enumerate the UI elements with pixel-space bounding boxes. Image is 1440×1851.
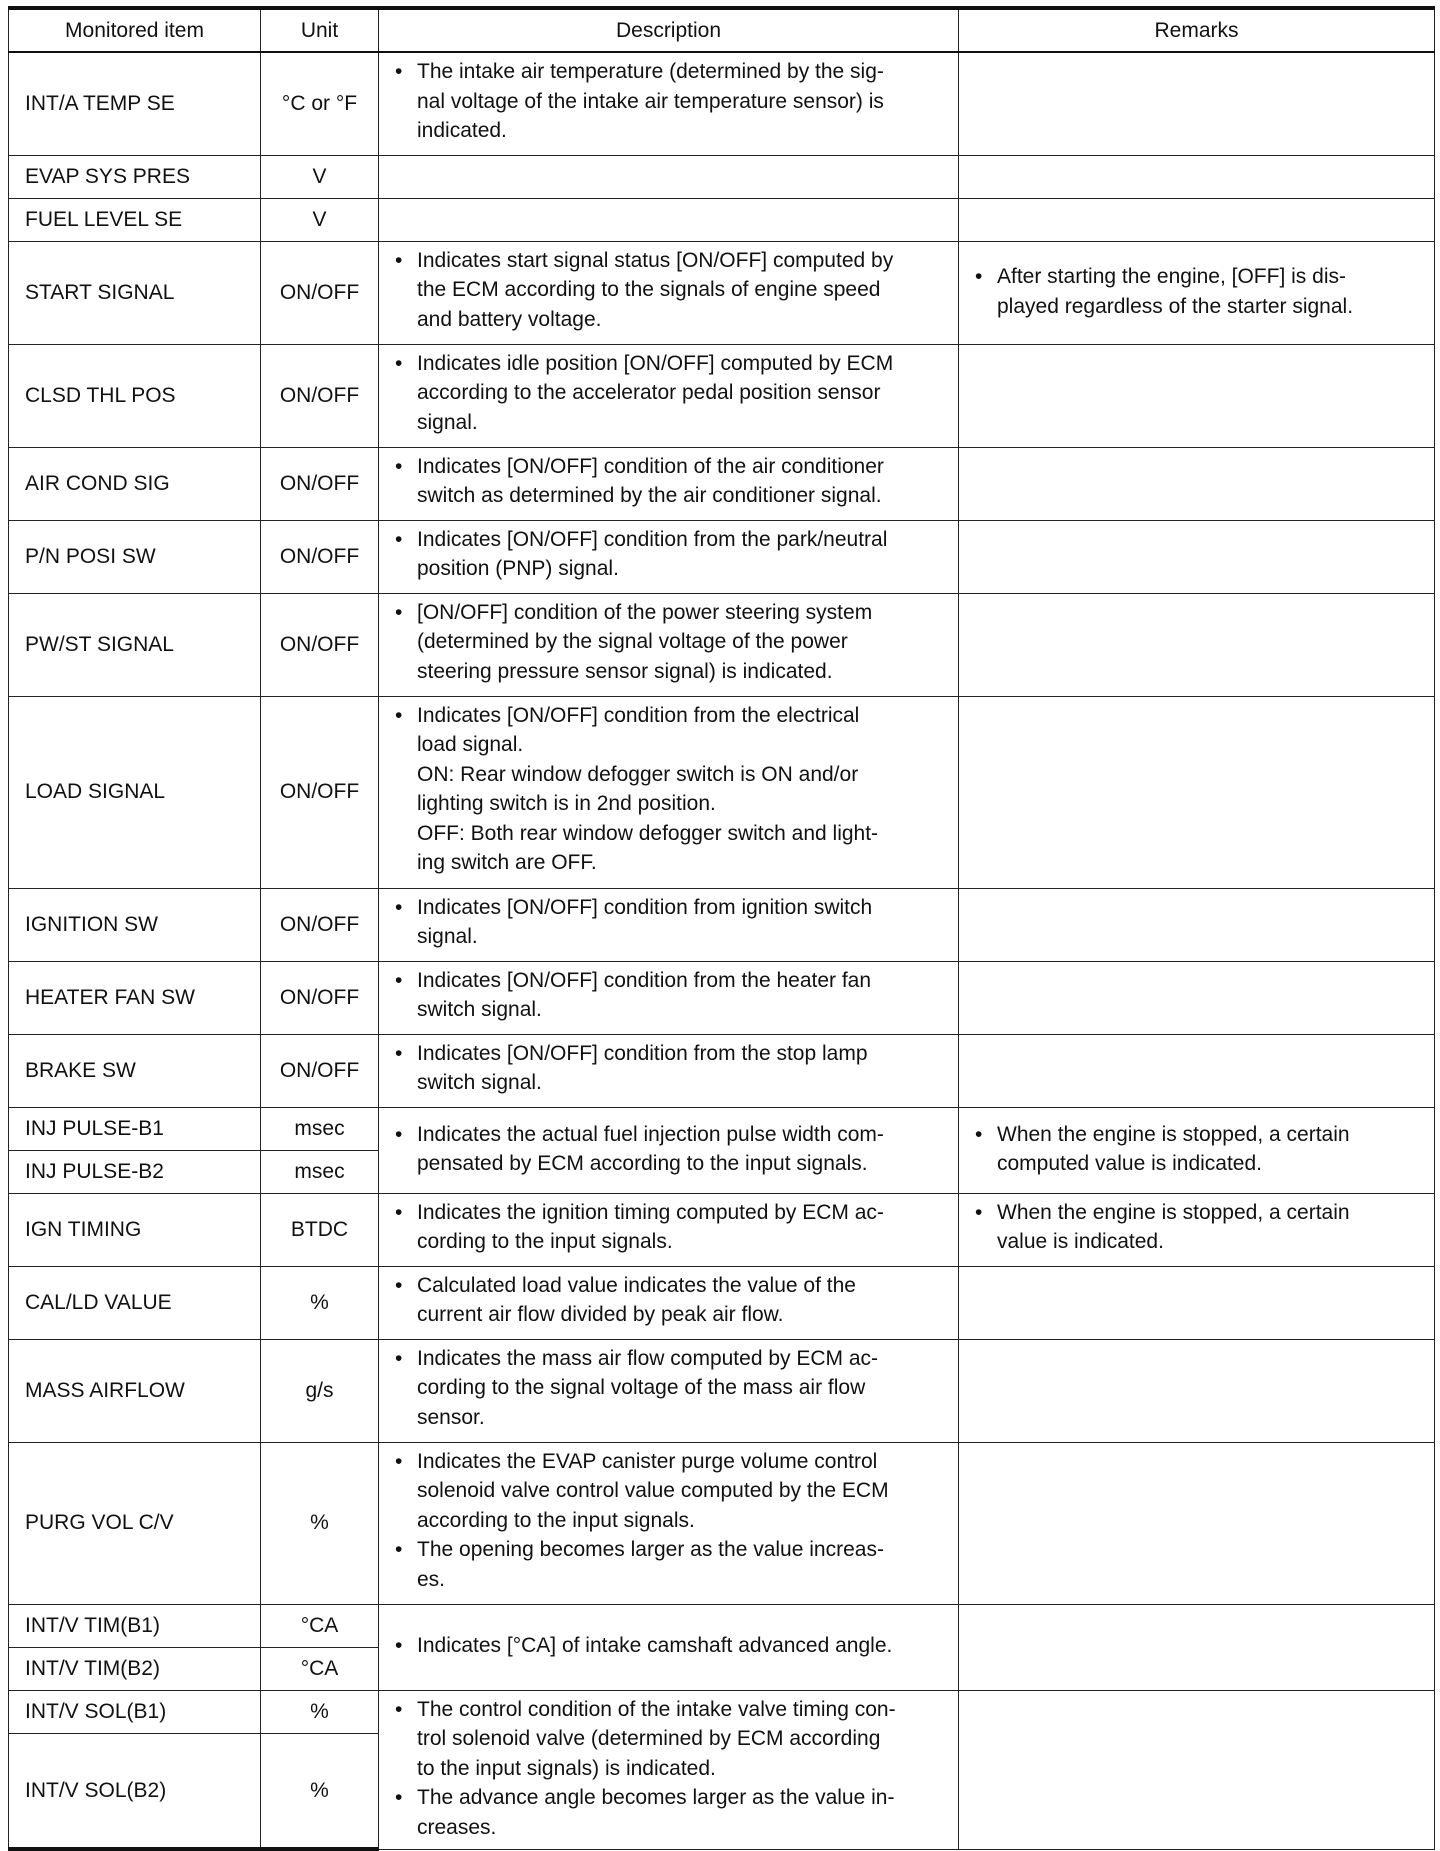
monitored-item: HEATER FAN SW [9,961,261,1034]
unit: % [261,1266,379,1339]
remarks [959,1034,1435,1107]
description [379,888,959,961]
remarks [959,520,1435,593]
remarks [959,1604,1435,1690]
unit: msec [261,1107,379,1150]
monitored-item: EVAP SYS PRES [9,155,261,198]
description-bullet: • The control condition of the intake valve timing con- trol solenoid valve (determined by ECM according to the input signals) is indicated. [391,1695,946,1784]
monitored-item: LOAD SIGNAL [9,696,261,888]
description-bullet: • Indicates the EVAP canister purge volume control solenoid valve control value computed by the ECM according to the input signals. [391,1447,946,1536]
unit: °C or °F [261,52,379,155]
remarks [959,1107,1435,1193]
description-bullet: • Indicates [ON/OFF] condition of the air conditioner switch as determined by the air conditioner signal. [391,452,946,511]
unit: ON/OFF [261,1034,379,1107]
remarks [959,52,1435,155]
monitored-item: FUEL LEVEL SE [9,198,261,241]
description [379,447,959,520]
remarks [959,1266,1435,1339]
unit: g/s [261,1339,379,1442]
remarks [959,1442,1435,1604]
monitored-item: P/N POSI SW [9,520,261,593]
description-bullet: • Indicates [°CA] of intake camshaft advanced angle. [391,1631,946,1661]
remarks [959,1690,1435,1849]
table-row [9,198,1435,241]
description-bullet: • Indicates the actual fuel injection pulse width com- pensated by ECM according to the input signals. [391,1120,946,1179]
header-remarks: Remarks [959,8,1435,52]
monitored-item: INJ PULSE-B1 [9,1107,261,1150]
header-unit: Unit [261,8,379,52]
monitored-item: AIR COND SIG [9,447,261,520]
unit: % [261,1733,379,1849]
unit: V [261,198,379,241]
table-row [9,1034,1435,1107]
table-row [9,696,1435,888]
table-row [9,1604,1435,1647]
description [379,593,959,696]
description [379,520,959,593]
unit: msec [261,1150,379,1193]
description [379,155,959,198]
table-row [9,593,1435,696]
description-bullet: • Indicates [ON/OFF] condition from the stop lamp switch signal. [391,1039,946,1098]
remarks [959,961,1435,1034]
description [379,696,959,888]
table-row [9,1339,1435,1442]
remarks [959,593,1435,696]
table-row [9,1442,1435,1604]
description-bullet: • Indicates start signal status [ON/OFF] computed by the ECM according to the signals of engine speed and battery voltage. [391,246,946,335]
remarks [959,344,1435,447]
monitored-item: START SIGNAL [9,241,261,344]
description-bullet: • Indicates the mass air flow computed by ECM ac- cording to the signal voltage of the mass air flow sensor. [391,1344,946,1433]
remarks [959,1339,1435,1442]
description-bullet: • Indicates the ignition timing computed by ECM ac- cording to the input signals. [391,1198,946,1257]
description [379,1266,959,1339]
unit: ON/OFF [261,888,379,961]
table-row [9,447,1435,520]
unit: °CA [261,1604,379,1647]
table-row [9,1193,1435,1266]
monitored-item: CAL/LD VALUE [9,1266,261,1339]
monitored-item: PW/ST SIGNAL [9,593,261,696]
unit: °CA [261,1647,379,1690]
monitored-item: CLSD THL POS [9,344,261,447]
description [379,198,959,241]
unit: V [261,155,379,198]
description [379,1690,959,1849]
monitored-item: MASS AIRFLOW [9,1339,261,1442]
header-monitored-item: Monitored item [9,8,261,52]
table-row [9,344,1435,447]
description-bullet: • Indicates [ON/OFF] condition from the heater fan switch signal. [391,966,946,1025]
unit: % [261,1690,379,1733]
unit: ON/OFF [261,344,379,447]
table-row [9,1107,1435,1150]
unit: ON/OFF [261,593,379,696]
table-row [9,888,1435,961]
unit: % [261,1442,379,1604]
remarks [959,888,1435,961]
monitored-item: INT/V TIM(B2) [9,1647,261,1690]
remarks [959,447,1435,520]
remarks [959,198,1435,241]
description [379,241,959,344]
table-row [9,1266,1435,1339]
table-row [9,520,1435,593]
unit: BTDC [261,1193,379,1266]
description-bullet: • Indicates [ON/OFF] condition from the park/neutral position (PNP) signal. [391,525,946,584]
unit: ON/OFF [261,696,379,888]
description-bullet: • Indicates [ON/OFF] condition from ignition switch signal. [391,893,946,952]
description [379,1034,959,1107]
monitored-item: INT/V SOL(B1) [9,1690,261,1733]
description [379,1442,959,1604]
unit: ON/OFF [261,241,379,344]
remarks [959,696,1435,888]
description-bullet: • Indicates [ON/OFF] condition from the electrical load signal. ON: Rear window defogger switch is ON and/or lighting switch is in 2nd position. OFF: Both rear window defogger switch and light- ing switch are OFF. [391,701,946,878]
unit: ON/OFF [261,961,379,1034]
remarks [959,155,1435,198]
remarks-bullet: • When the engine is stopped, a certain computed value is indicated. [971,1120,1422,1179]
unit: ON/OFF [261,520,379,593]
description-bullet: • The advance angle becomes larger as the value in- creases. [391,1783,946,1842]
description-bullet: • The opening becomes larger as the value increas- es. [391,1535,946,1594]
monitor-table [8,6,1435,1851]
description [379,344,959,447]
description [379,1107,959,1193]
description [379,961,959,1034]
monitored-item: INT/V TIM(B1) [9,1604,261,1647]
table-row [9,52,1435,155]
monitored-item: IGNITION SW [9,888,261,961]
description-bullet: • The intake air temperature (determined by the sig- nal voltage of the intake air temperature sensor) is indicated. [391,57,946,146]
monitored-item: INT/A TEMP SE [9,52,261,155]
table-header-row [9,8,1435,52]
monitored-item: INJ PULSE-B2 [9,1150,261,1193]
description-bullet: • Indicates idle position [ON/OFF] computed by ECM according to the accelerator pedal position sensor signal. [391,349,946,438]
table-row [9,155,1435,198]
remarks-bullet: • After starting the engine, [OFF] is dis- played regardless of the starter signal. [971,262,1422,321]
header-description: Description [379,8,959,52]
description [379,1193,959,1266]
monitored-item: IGN TIMING [9,1193,261,1266]
monitored-item: BRAKE SW [9,1034,261,1107]
remarks [959,1193,1435,1266]
monitored-item: PURG VOL C/V [9,1442,261,1604]
table-row [9,961,1435,1034]
description-bullet: • Calculated load value indicates the value of the current air flow divided by peak air flow. [391,1271,946,1330]
table-row [9,241,1435,344]
description-bullet: • [ON/OFF] condition of the power steering system (determined by the signal voltage of the power steering pressure sensor signal) is indicated. [391,598,946,687]
monitored-item: INT/V SOL(B2) [9,1733,261,1849]
description [379,52,959,155]
description [379,1339,959,1442]
unit: ON/OFF [261,447,379,520]
table-row [9,1690,1435,1733]
description [379,1604,959,1690]
remarks [959,241,1435,344]
remarks-bullet: • When the engine is stopped, a certain value is indicated. [971,1198,1422,1257]
